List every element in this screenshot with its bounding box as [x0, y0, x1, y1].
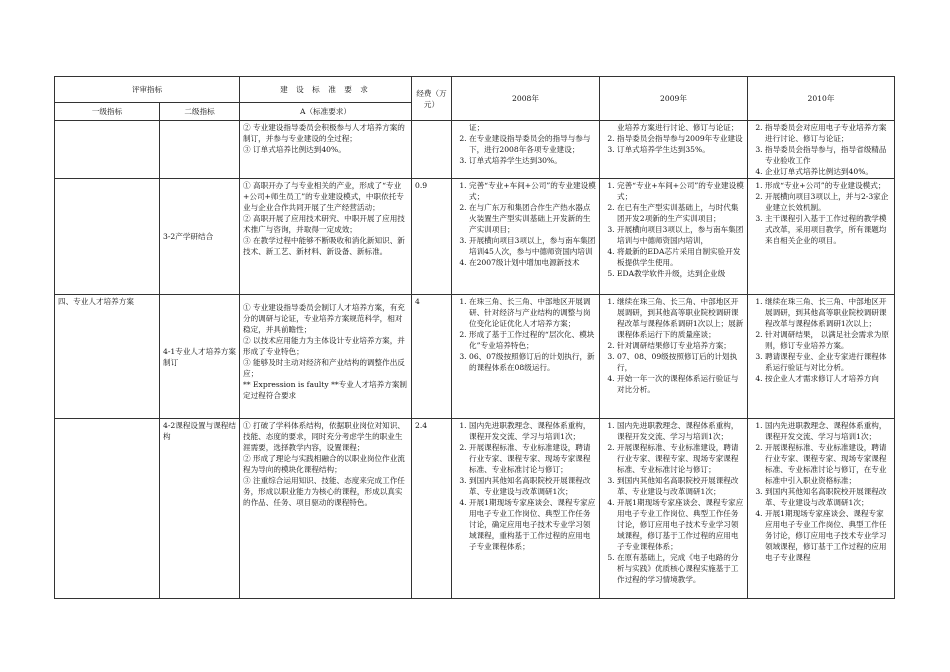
plan-item: 4. 开展1期现场专家座谈会、课程专家应用电子专业工作岗位、典型工作任务讨论，修订应用电子技术专业学习领域课程，修订基于工作过程的应用电子专业课程体系；: [617, 497, 744, 552]
level1-cell: 四、专业人才培养方案: [55, 295, 160, 419]
plan-item: 4. 将最新的EDA芯片采用自制实验开发板提供学生使用。: [617, 246, 744, 268]
funding-cell: 4: [412, 295, 452, 419]
plan-item: 1. 完善“专业+车间+公司”的专业建设模式；: [617, 180, 744, 202]
plan-item: 3. 开展横向项目3项以上，参与南车集团培训45人次，参与中德师资国内培训: [469, 235, 596, 257]
standard-item: ② 形成了理论与实践相融合的以职业岗位作业流程为导向的模块化课程结构；: [243, 454, 405, 474]
plan-item: 1. 在珠三角、长三角、中部地区开展调研、针对经济与产业结构的调整与岗位变化论证优化人才培养方案；: [469, 296, 596, 329]
plan-item: 3. 到国内其他知名高职院校开展课程改革、专业建设与改革调研1次；: [469, 475, 596, 497]
y2008-cell: [452, 419, 600, 599]
level1-cell: [55, 179, 160, 295]
plan-item: 业培养方案进行讨论、修订与论证；: [617, 123, 739, 132]
standard-cell: [240, 419, 412, 599]
plan-item: 1. 完善“专业+车间+公司”的专业建设模式；: [469, 180, 596, 202]
plan-item: 1. 国内先进职教理念、课程体系重构，课程开发交流、学习与培训1次；: [765, 420, 891, 442]
y2009-cell: [600, 295, 748, 419]
plan-item: 2. 在专业建设指导委员会的指导与参与下，进行2008年各项专业建设；: [469, 133, 596, 155]
standard-item: ** Expression is faulty **专业人才培养方案制定过程符合要求: [243, 380, 408, 400]
level2-cell: [160, 121, 240, 179]
plan-item: 2. 针对调研结果修订专业培养方案；: [617, 340, 744, 351]
plan-item: 2. 指导委员会指导参与2009年专业建设: [617, 133, 744, 144]
y2010-cell: [748, 179, 895, 295]
plan-item: 2. 开展课程标准、专业标准建设，聘请行业专家、课程专家、现场专家课程标准、专业标准讨论与修订；: [469, 442, 596, 475]
header-2008: 2008年: [452, 77, 600, 121]
table-row: [55, 419, 895, 599]
plan-item: 3. 指导委员会指导参与，指导省级精品专业验收工作: [765, 144, 891, 166]
y2009-cell: [600, 121, 748, 179]
plan-item: 4. 开展1期现场专家座谈会、课程专家应用电子专业工作岗位、典型工作任务讨论，确定应用电子技术专业学习领域课程，重构基于工作过程的应用电子专业课程体系；: [469, 497, 596, 552]
table-row: [55, 121, 895, 179]
plan-item: 4. 按企业人才需求修订人才培养方向: [765, 373, 891, 384]
plan-item: 1. 国内先进职教理念、课程体系重构，课程开发交流、学习与培训1次；: [469, 420, 596, 442]
plan-item: 3. 订单式培养学生达到30%。: [469, 155, 596, 166]
header-standard-sub: A（标准要求）: [240, 103, 412, 121]
plan-item: 2. 开展横向项目3项以上，并与2-3家企业建立长效机制。: [765, 191, 891, 213]
y2008-cell: [452, 179, 600, 295]
plan-item: 2. 在已有生产型实训基础上，与时代集团开发2项新的生产实训项目；: [617, 202, 744, 224]
standard-item: ③ 注重综合运用知识、技能、态度来完成工作任务，形成以职业能力为核心的课程，形成以真实的作品、任务、项目驱动的课程特色。: [243, 476, 405, 507]
funding-cell: 2.4: [412, 419, 452, 599]
plan-item: 2. 开展课程标准、专业标准建设，聘请行业专家、课程专家、现场专家课程标准、专业标准讨论与修订；: [617, 442, 744, 475]
y2010-cell: [748, 419, 895, 599]
standard-item: ① 打破了学科体系结构，依据职业岗位对知识、技能、态度的要求，同时充分考虑学生的职业生涯需要，选择教学内容，设置课程；: [243, 421, 405, 452]
level1-cell: [55, 121, 160, 179]
standard-item: ③ 订单式培养比例达到40%。: [243, 145, 346, 154]
header-2010: 2010年: [748, 77, 895, 121]
standard-item: ③ 能够及时主动对经济和产业结构的调整作出反应；: [243, 358, 405, 378]
header-standard: 建 设 标 准 要 求: [240, 77, 412, 103]
plan-item: 1. 继续在珠三角、长三角、中部地区开展调研，到其他高等职业院校调研课程改革与课程体系调研1次以上；展新课程体系运行下的质量座谈；: [617, 296, 744, 340]
plan-item: 2. 开展课程标准、专业标准建设，聘请行业专家、课程专家、现场专家课程标准、专业标准讨论与修订，在专业标准中引入职业资格标准；: [765, 442, 891, 486]
plan-item: 2. 形成了基于工作过程的“层次化、模块化”专业培养特色；: [469, 329, 596, 351]
plan-item: 5. 在原有基础上，完成《电子电路的分析与实践》优质核心课程实施基于工作过程的学习情境教学。: [617, 552, 744, 585]
evaluation-table: [54, 76, 895, 599]
document-page: [54, 76, 894, 596]
funding-cell: [412, 121, 452, 179]
plan-item: 3. 07、08、09级按照修订后的计划执行，: [617, 351, 744, 373]
standard-item: ③ 在教学过程中能够不断吸收和消化新知识、新技术、新工艺、新材料、新设备、新标准。: [243, 236, 405, 256]
plan-item: 1. 国内先进职教理念、课程体系重构，课程开发交流、学习与培训1次；: [617, 420, 744, 442]
y2010-cell: [748, 295, 895, 419]
y2009-cell: [600, 179, 748, 295]
plan-item: 3. 主干课程引入基于工作过程的教学模式改革，采用项目教学，所有课题均来自相关企业的项目。: [765, 213, 891, 246]
plan-item: 3. 开展横向项目3项以上，参与南车集团培训与中德师资国内培训，: [617, 224, 744, 246]
header-eval-indicator: 评审指标: [55, 77, 240, 103]
standard-cell: [240, 295, 412, 419]
plan-item: 2. 指导委员会对应用电子专业培养方案进行讨论、修订与论证；: [765, 122, 891, 144]
standard-item: ② 高职开展了应用技术研究、中职开展了应用技术推广与咨询，并取得一定成效；: [243, 214, 405, 234]
standard-cell: [240, 121, 412, 179]
y2010-cell: [748, 121, 895, 179]
plan-item: 4. 开展1期现场专家座谈会、课程专家应用电子专业工作岗位、典型工作任务讨论，修订应用电子技术专业学习领域课程，修订基于工作过程的应用电子专业课程: [765, 508, 891, 563]
plan-item: 4. 在2007级计划中增加电源新技术: [469, 257, 596, 268]
plan-item: 1. 形成“专业+公司”的专业建设模式；: [765, 180, 891, 191]
level1-cell: [55, 419, 160, 599]
standard-cell: [240, 179, 412, 295]
plan-item: 4. 企业订单式培养比例达到40%。: [765, 166, 891, 177]
level2-cell: 3-2产学研结合: [160, 179, 240, 295]
plan-item: 1. 继续在珠三角、长三角、中部地区开展调研，到其他高等职业院校调研课程改革与课程体系调研1次以上；: [765, 296, 891, 329]
y2008-cell: [452, 121, 600, 179]
standard-item: ② 专业建设指导委员会积极参与人才培养方案的制订，并参与专业建设的全过程；: [243, 123, 405, 143]
plan-item: 3. 到国内其他知名高职院校开展课程改革、专业建设与改革调研1次；: [765, 486, 891, 508]
plan-item: 4. 开始一年一次的课程体系运行验证与对比分析。: [617, 373, 744, 395]
plan-item: 2. 针对调研结果， 以满足社会需求为原则，修订专业培养方案。: [765, 329, 891, 351]
plan-item: 证；: [469, 123, 485, 132]
plan-item: 3. 到国内其他知名高职院校开展课程改革、专业建设与改革调研1次；: [617, 475, 744, 497]
y2008-cell: [452, 295, 600, 419]
header-level1: 一级指标: [55, 103, 160, 121]
standard-item: ① 专业建设指导委员会制订人才培养方案，有充分的调研与论证，专业培养方案规范科学，相对稳定，并具前瞻性；: [243, 303, 405, 334]
standard-item: ① 高职开办了与专业相关的产业，形成了“专业+公司+师生员工”的专业建设模式，中职依托专业与企业合作共同开展了生产经营活动；: [243, 181, 404, 212]
plan-item: 3. 06、07级按照修订后的计划执行，新的课程体系在08级运行。: [469, 351, 596, 373]
level2-cell: 4-2课程设置与课程结构: [160, 419, 240, 599]
header-2009: 2009年: [600, 77, 748, 121]
plan-item: 3. 订单式培养学生达到35%。: [617, 144, 744, 155]
header-level2: 二级指标: [160, 103, 240, 121]
plan-item: 2. 在与广东万和集团合作生产热水器点火装置生产型实训基础上开发新的生产实训项目；: [469, 202, 596, 235]
plan-item: 3. 聘请课程专业、企业专家进行课程体系运行验证与对比分析。: [765, 351, 891, 373]
standard-item: ② 以技术应用能力为主体设计专业培养方案，并形成了专业特色；: [243, 336, 405, 356]
level2-cell: 4-1专业人才培养方案制订: [160, 295, 240, 419]
plan-item: 5. EDA教学软件升级，达到企业级: [617, 268, 744, 279]
header-funding: 经费（万元）: [412, 77, 452, 121]
y2009-cell: [600, 419, 748, 599]
funding-cell: 0.9: [412, 179, 452, 295]
table-row: [55, 179, 895, 295]
table-row: [55, 295, 895, 419]
